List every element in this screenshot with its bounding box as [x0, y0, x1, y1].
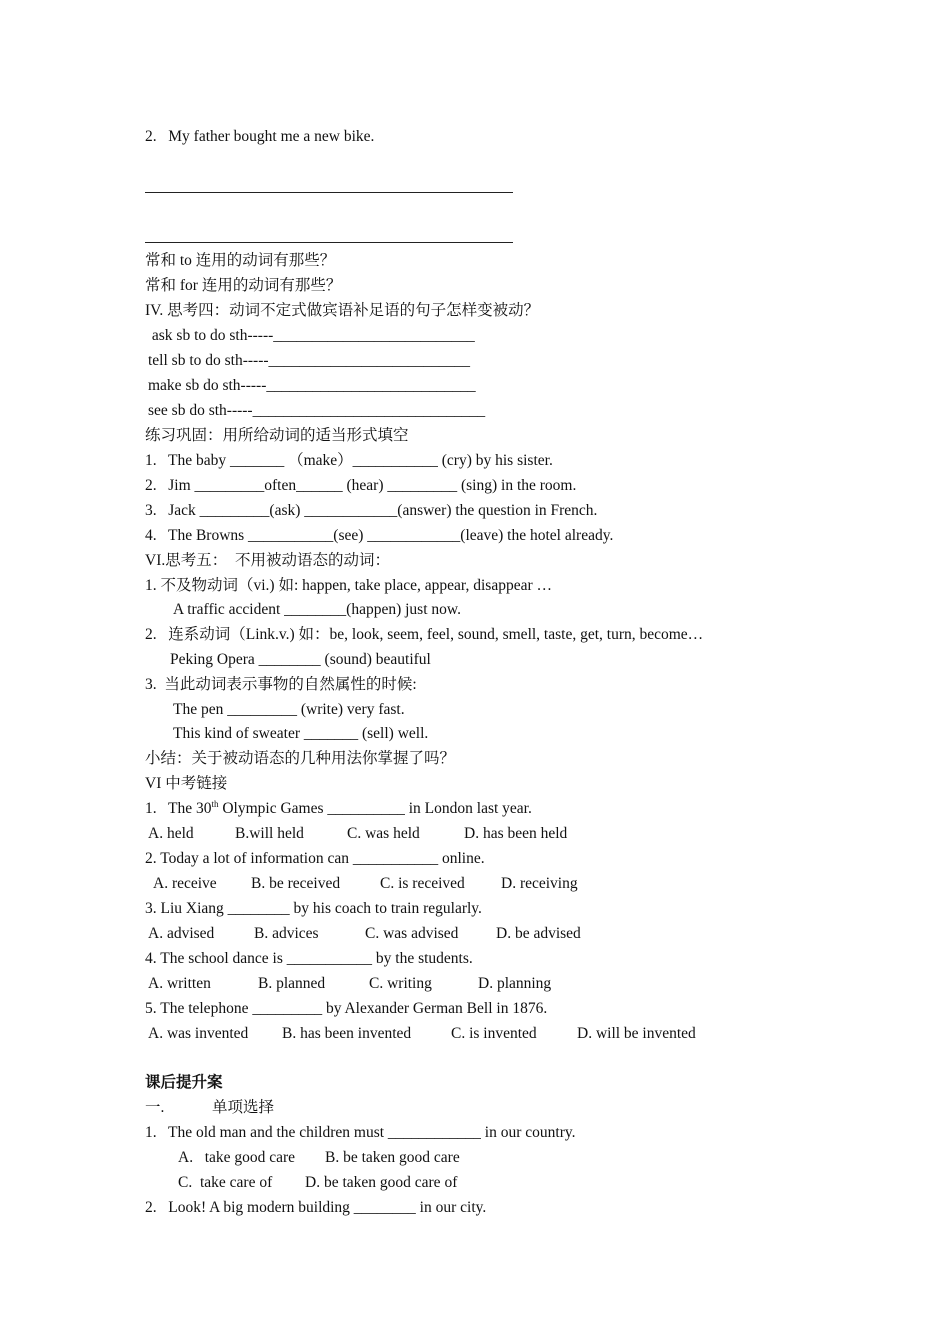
exam-q5-option-d[interactable]: D. will be invented [577, 1025, 696, 1042]
exam-question-5: 5. The telephone _________ by Alexander German Bell in 1876. [145, 1000, 548, 1017]
exam-q3-option-c[interactable]: C. was advised [365, 925, 459, 942]
exam-q5-option-c[interactable]: C. is invented [451, 1025, 537, 1042]
exam-q2-option-c[interactable]: C. is received [380, 875, 465, 892]
pattern-tell: tell sb to do sth-----__________________________ [148, 352, 471, 369]
choice-q1-option-d[interactable]: D. be taken good care of [305, 1174, 458, 1191]
exam-q2-option-b[interactable]: B. be received [251, 875, 341, 892]
practice-heading: 练习巩固：用所给动词的适当形式填空 [145, 427, 409, 444]
exam-q1-option-c[interactable]: C. was held [347, 825, 420, 842]
answer-line-1[interactable] [145, 192, 513, 193]
choice-question-2: 2. Look! A big modern building ________ in our city. [145, 1199, 487, 1216]
think5-point-2: 2. 连系动词（Link.v.) 如：be, look, seem, feel, sound, smell, taste, get, turn, become… [145, 626, 704, 643]
exam-question-1: 1. The 30th Olympic Games __________ in London last year. [145, 798, 532, 817]
think5-example-2: Peking Opera ________ (sound) beautiful [170, 651, 431, 668]
choice-question-1: 1. The old man and the children must ____________ in our country. [145, 1124, 576, 1141]
think5-point-3: 3. 当此动词表示事物的自然属性的时候: [145, 676, 417, 693]
practice-item-1: 1. The baby _______ （make）___________ (cry) by his sister. [145, 452, 553, 469]
exam-question-2: 2. Today a lot of information can ___________ online. [145, 850, 485, 867]
exam-q5-option-b[interactable]: B. has been invented [282, 1025, 412, 1042]
exam-q2-option-a[interactable]: A. receive [153, 875, 217, 892]
think5-example-3a: The pen _________ (write) very fast. [173, 701, 405, 718]
exam-q5-option-a[interactable]: A. was invented [148, 1025, 249, 1042]
pattern-make: make sb do sth-----___________________________ [148, 377, 476, 394]
pattern-see: see sb do sth-----______________________________ [148, 402, 486, 419]
think5-point-1: 1. 不及物动词（vi.) 如: happen, take place, appear, disappear … [145, 577, 552, 594]
think5-heading: VI.思考五： 不用被动语态的动词： [145, 552, 390, 569]
question-for-verbs: 常和 for 连用的动词有那些？ [145, 277, 342, 294]
exam-heading: VI 中考链接 [145, 775, 228, 792]
section-number: 一. [145, 1099, 165, 1116]
exam-q3-option-b[interactable]: B. advices [254, 925, 319, 942]
exercise-item-2: 2. My father bought me a new bike. [145, 128, 375, 145]
exam-q1-option-b[interactable]: B.will held [235, 825, 304, 842]
exam-q4-option-b[interactable]: B. planned [258, 975, 326, 992]
pattern-ask: ask sb to do sth-----__________________________ [148, 327, 475, 344]
exam-q4-option-d[interactable]: D. planning [478, 975, 552, 992]
exam-q1-option-a[interactable]: A. held [148, 825, 194, 842]
after-class-heading: 课后提升案 [145, 1074, 223, 1091]
exam-q4-option-c[interactable]: C. writing [369, 975, 432, 992]
choice-q1-option-a[interactable]: A. take good care [178, 1149, 296, 1166]
question-to-verbs: 常和 to 连用的动词有那些？ [145, 252, 336, 269]
exam-q3-option-d[interactable]: D. be advised [496, 925, 581, 942]
practice-item-2: 2. Jim _________often______ (hear) _________ (sing) in the room. [145, 477, 577, 494]
exam-question-4: 4. The school dance is ___________ by the students. [145, 950, 473, 967]
practice-item-3: 3. Jack _________(ask) ____________(answer) the question in French. [145, 502, 598, 519]
choice-q1-option-b[interactable]: B. be taken good care [325, 1149, 460, 1166]
section-title: 单项选择 [212, 1099, 275, 1116]
exam-q4-option-a[interactable]: A. written [148, 975, 211, 992]
summary-line: 小结：关于被动语态的几种用法你掌握了吗？ [145, 750, 456, 767]
think5-example-1: A traffic accident ________(happen) just now. [173, 601, 461, 618]
think4-heading: IV. 思考四：动词不定式做宾语补足语的句子怎样变被动？ [145, 302, 540, 319]
practice-item-4: 4. The Browns ___________(see) ____________(leave) the hotel already. [145, 527, 614, 544]
exam-q3-option-a[interactable]: A. advised [148, 925, 215, 942]
exam-q1-option-d[interactable]: D. has been held [464, 825, 568, 842]
exam-question-3: 3. Liu Xiang ________ by his coach to train regularly. [145, 900, 482, 917]
exam-q2-option-d[interactable]: D. receiving [501, 875, 578, 892]
choice-q1-option-c[interactable]: C. take care of [178, 1174, 273, 1191]
think5-example-3b: This kind of sweater _______ (sell) well. [173, 725, 429, 742]
answer-line-2[interactable] [145, 242, 513, 243]
